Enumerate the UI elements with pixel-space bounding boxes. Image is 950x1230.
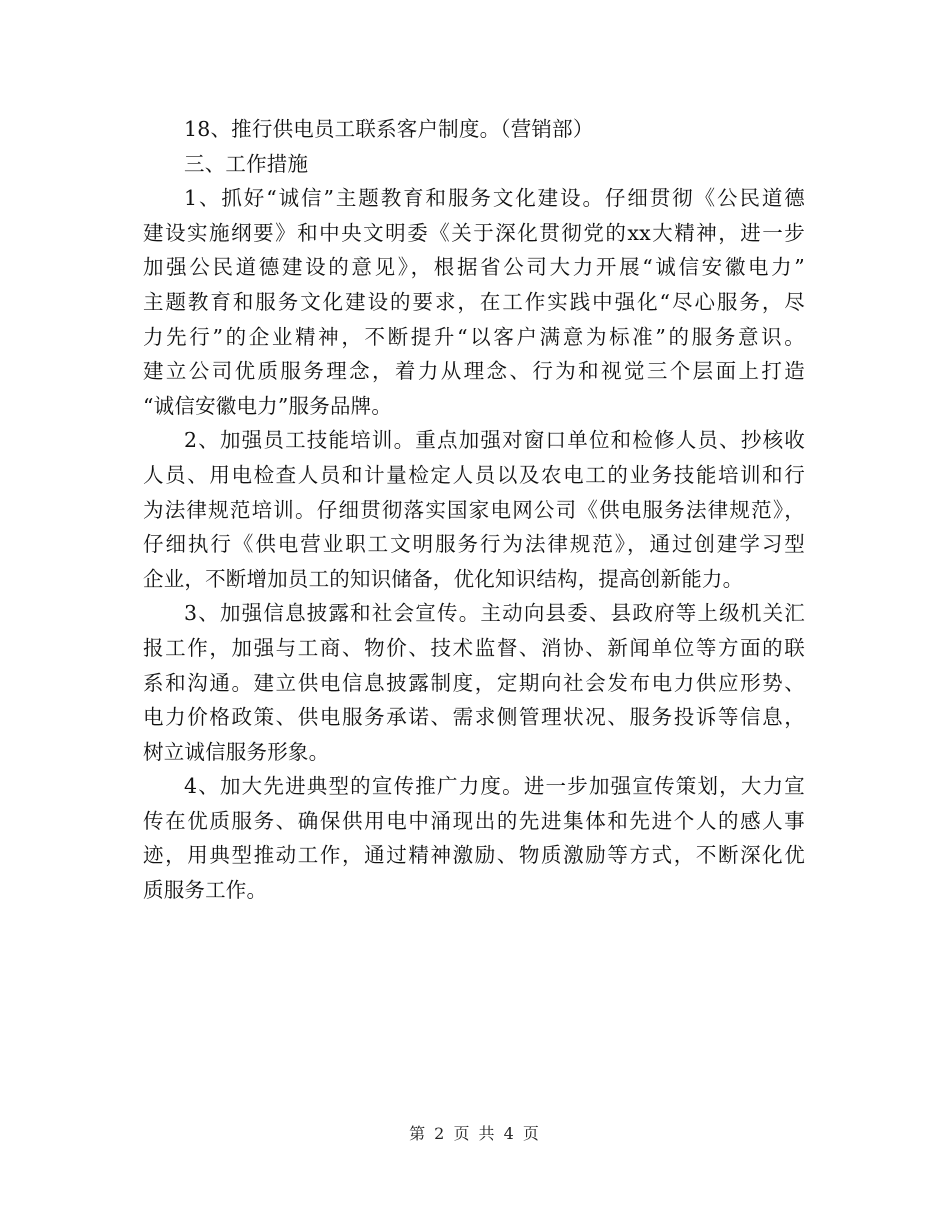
text-line: 为法律规范培训。仔细贯彻落实国家电网公司《供电服务法律规范》， bbox=[143, 497, 805, 522]
text-line: 主题教育和服务文化建设的要求，在工作实践中强化“尽心服务，尽 bbox=[143, 289, 805, 314]
text-line: 人员、用电检查人员和计量检定人员以及农电工的业务技能培训和行 bbox=[143, 462, 805, 487]
text-line: 加强公民道德建设的意见》，根据省公司大力开展“诚信安徽电力” bbox=[143, 255, 805, 280]
paragraph-measure-3 bbox=[143, 596, 805, 769]
text-line: 企业，不断增加员工的知识储备，优化知识结构，提高创新能力。 bbox=[143, 566, 744, 591]
text-line: 三、工作措施 bbox=[184, 151, 309, 176]
paragraph-measure-2 bbox=[143, 423, 805, 596]
text-line: 力先行”的企业精神，不断提升“以客户满意为标准”的服务意识。 bbox=[143, 324, 805, 349]
text-line: 2、加强员工技能培训。重点加强对窗口单位和检修人员、抄核收 bbox=[184, 428, 805, 453]
text-line: 建设实施纲要》和中央文明委《关于深化贯彻党的xx大精神，进一步 bbox=[143, 220, 805, 245]
text-line: 传在优质服务、确保供用电中涌现出的先进集体和先进个人的感人事 bbox=[143, 808, 805, 833]
text-line: 18、推行供电员工联系客户制度。（营销部） bbox=[184, 117, 594, 141]
paragraph-section-heading-3 bbox=[143, 147, 805, 182]
paragraph-measure-4 bbox=[143, 769, 805, 907]
text-line: 3、加强信息披露和社会宣传。主动向县委、县政府等上级机关汇 bbox=[184, 601, 805, 626]
page-footer: 第 2 页 共 4 页 bbox=[409, 1124, 541, 1143]
paragraph-measure-1 bbox=[143, 181, 805, 423]
text-line: 树立诚信服务形象。 bbox=[143, 739, 330, 764]
document-body bbox=[143, 112, 805, 908]
text-line: “诚信安徽电力”服务品牌。 bbox=[143, 393, 393, 418]
text-line: 仔细执行《供电营业职工文明服务行为法律规范》，通过创建学习型 bbox=[143, 532, 805, 557]
text-line: 4、加大先进典型的宣传推广力度。进一步加强宣传策划，大力宣 bbox=[184, 774, 805, 799]
paragraph-item-18 bbox=[143, 112, 805, 147]
text-line: 电力价格政策、供电服务承诺、需求侧管理状况、服务投诉等信息， bbox=[143, 705, 805, 730]
text-line: 1、抓好“诚信”主题教育和服务文化建设。仔细贯彻《公民道德 bbox=[184, 186, 805, 211]
text-line: 质服务工作。 bbox=[143, 878, 268, 903]
text-line: 报工作，加强与工商、物价、技术监督、消协、新闻单位等方面的联 bbox=[143, 635, 805, 660]
text-line: 建立公司优质服务理念，着力从理念、行为和视觉三个层面上打造 bbox=[143, 359, 805, 384]
text-line: 系和沟通。建立供电信息披露制度，定期向社会发布电力供应形势、 bbox=[143, 670, 805, 695]
text-line: 迹，用典型推动工作，通过精神激励、物质激励等方式，不断深化优 bbox=[143, 843, 805, 868]
